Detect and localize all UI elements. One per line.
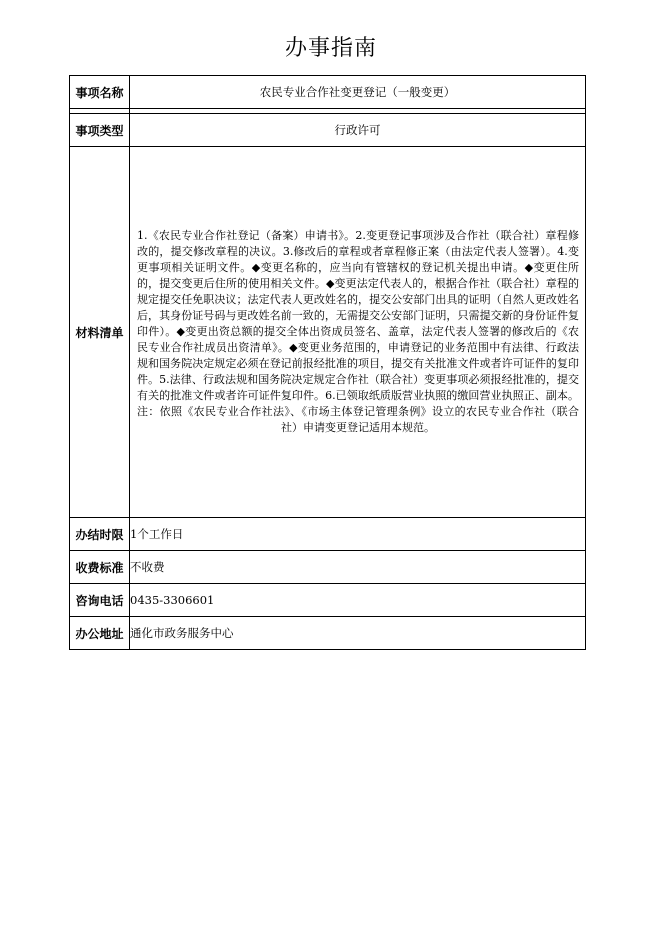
materials-cell <box>130 147 586 518</box>
fee-label: 收费标准 <box>70 551 130 584</box>
item-name-value: 农民专业合作社变更登记（一般变更） <box>130 76 586 109</box>
fee-value: 不收费 <box>130 551 586 584</box>
item-type-value: 行政许可 <box>130 114 586 147</box>
row-address <box>70 617 586 650</box>
row-item-name <box>70 76 586 109</box>
page-title: 办事指南 <box>284 36 377 61</box>
row-fee <box>70 551 586 584</box>
time-limit-label: 办结时限 <box>70 518 130 551</box>
phone-value: 0435-3306601 <box>130 584 586 617</box>
address-label: 办公地址 <box>70 617 130 650</box>
materials-label: 材料清单 <box>70 147 130 518</box>
time-limit-value: 1个工作日 <box>130 518 586 551</box>
materials-value: 1.《农民专业合作社登记（备案）申请书》。2.变更登记事项涉及合作社（联合社）章程修改的，提交修改章程的决议。3.修改后的章程或者章程修正案（由法定代表人签署）。4.变更事项相关证明文件。◆变更名称的，应当向有管辖权的登记机关提出申请。◆变更住所的，提交变更后住所的使用相关文件。◆变更法定代表人的，根据合作社（联合社）章程的规定提交任免职决议；法定代表人更改姓名的，提交公安部门出具的证明（自然人更改姓名后，其身份证号码与更改姓名前一致的，无需提交公安部门证明，只需提交新的身份证件复印件）。◆变更出资总额的提交全体出资成员签名、盖章，法定代表人签署的修改后的《农民专业合作社成员出资清单》。◆变更业务范围的，申请登记的业务范围中有法律、行政法规和国务院决定规定必须在登记前报经批准的项目，提交有关批准文件或者许可证件的复印件。5.法律、行政法规和国务院决定规定合作社（联合社）变更事项必须报经批准的，提交有关的批准文件或者许可证件复印件。6.已领取纸质版营业执照的缴回营业执照正、副本。注：依照《农民专业合作社法》、《市场主体登记管理条例》设立的农民专业合作社（联合社）申请变更登记适用本规范。 <box>137 229 579 434</box>
row-materials <box>70 147 586 518</box>
guide-table <box>69 75 586 650</box>
item-type-label: 事项类型 <box>70 114 130 147</box>
phone-label: 咨询电话 <box>70 584 130 617</box>
row-time-limit <box>70 518 586 551</box>
address-value: 通化市政务服务中心 <box>130 617 586 650</box>
row-phone <box>70 584 586 617</box>
item-name-label: 事项名称 <box>70 76 130 109</box>
row-item-type <box>70 114 586 147</box>
